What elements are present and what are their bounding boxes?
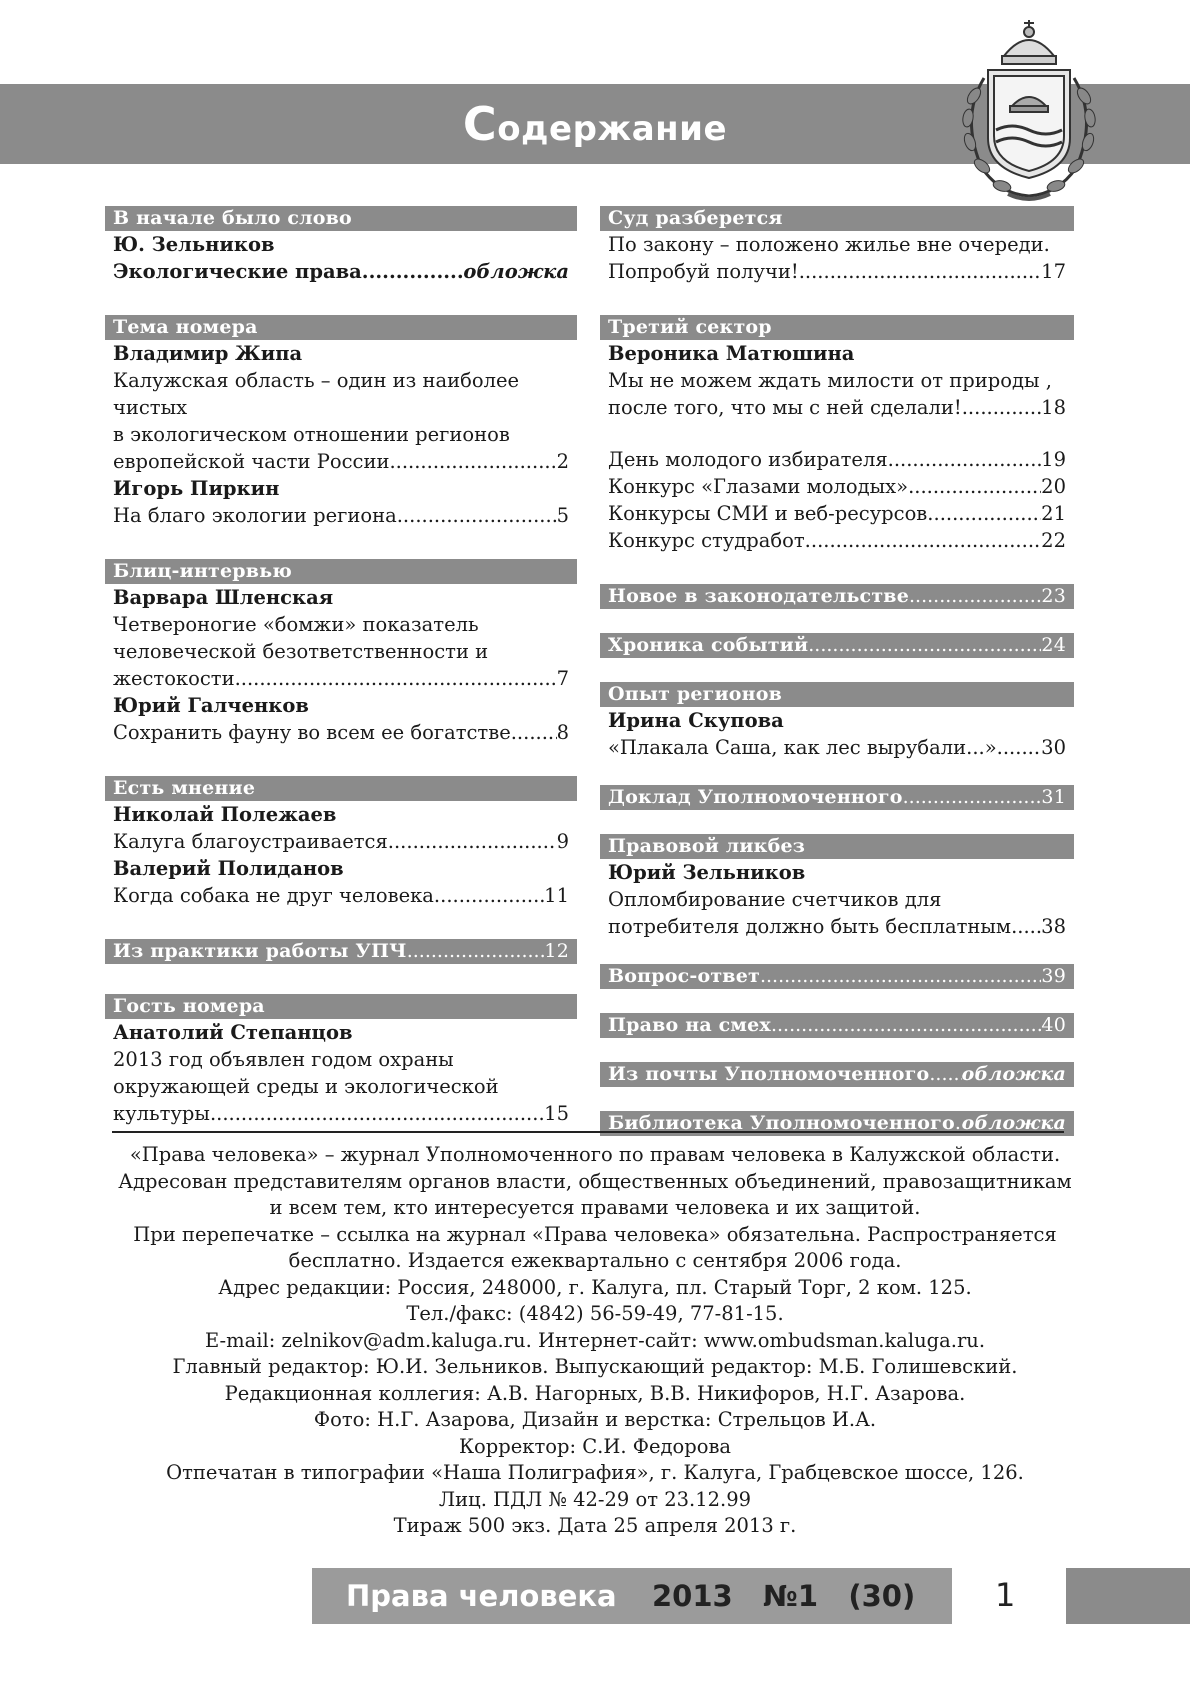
imprint-line: Корректор: С.И. Федорова bbox=[458, 1434, 732, 1458]
issue-number: 2013 №1 (30) bbox=[652, 1579, 916, 1613]
toc-entry[interactable]: жестокости ..... 7 bbox=[113, 665, 569, 692]
imprint-line: При перепечатке – ссылка на журнал «Права человека» обязательна. Распространяется bbox=[133, 1222, 1057, 1246]
section-heading: Третий сектор bbox=[600, 315, 1074, 340]
toc-section bbox=[600, 682, 1074, 761]
toc-section bbox=[105, 776, 577, 909]
page-ref: 22 bbox=[1041, 529, 1066, 552]
page-ref: 40 bbox=[1041, 1014, 1066, 1036]
toc-section bbox=[105, 939, 577, 964]
imprint-line: бесплатно. Издается ежеквартально с сентября 2006 года. bbox=[288, 1249, 902, 1272]
toc-section bbox=[105, 559, 577, 746]
author-name: Валерий Полиданов bbox=[113, 857, 344, 880]
page-ref: 17 bbox=[1041, 260, 1066, 283]
imprint-line: Адресован представителям органов власти, общественных объединений, правозащитникам bbox=[118, 1169, 1072, 1193]
toc-entry[interactable]: Сохранить фауну во всем ее богатстве ..... 8 bbox=[113, 719, 569, 746]
author-name: Юрий Зельников bbox=[608, 861, 806, 884]
page-title-initial: С bbox=[462, 97, 498, 151]
author-name: Владимир Жипа bbox=[113, 342, 303, 365]
imprint-line: «Права человека» – журнал Уполномоченного по правам человека в Калужской области. bbox=[129, 1143, 1061, 1166]
toc-section bbox=[105, 994, 577, 1127]
section-heading-entry[interactable]: Новое в законодательстве ..... 23 bbox=[600, 584, 1074, 609]
toc-section bbox=[600, 964, 1074, 989]
author-name: Ю. Зельников bbox=[113, 233, 275, 256]
author-name: Игорь Пиркин bbox=[113, 477, 280, 500]
toc-left-column bbox=[105, 206, 577, 1157]
section-heading-entry[interactable]: Хроника событий ..... 24 bbox=[600, 633, 1074, 658]
toc-section bbox=[600, 315, 1074, 554]
section-heading: Тема номера bbox=[105, 315, 577, 340]
section-heading: Суд разберется bbox=[600, 206, 1074, 231]
toc-entry[interactable]: Конкурсы СМИ и веб-ресурсов ..... 21 bbox=[608, 500, 1066, 527]
magazine-name: Права человека bbox=[346, 1579, 617, 1613]
toc-entry[interactable]: Экологические права ..... обложка bbox=[113, 258, 569, 285]
imprint-line: и всем тем, кто интересуется правами человека и их защитой. bbox=[269, 1196, 921, 1219]
page-ref: 5 bbox=[556, 504, 569, 527]
page-ref: обложка bbox=[463, 260, 569, 283]
imprint-line[interactable]: E-mail: zelnikov@adm.kaluga.ru. Интернет-сайт: www.ombudsman.kaluga.ru. bbox=[204, 1328, 986, 1352]
imprint bbox=[100, 1142, 1090, 1540]
page-ref: 30 bbox=[1041, 736, 1066, 759]
toc-entry[interactable]: после того, что мы с ней сделали! ..... 18 bbox=[608, 394, 1066, 421]
toc-entry[interactable]: Конкурс «Глазами молодых» ..... 20 bbox=[608, 473, 1066, 500]
section-heading: В начале было слово bbox=[105, 206, 577, 231]
entry-line: окружающей среды и экологической bbox=[113, 1075, 499, 1098]
entry-line: Четвероногие «бомжи» показатель bbox=[113, 613, 479, 636]
toc-entry[interactable]: европейской части России ..... 2 bbox=[113, 448, 569, 475]
page-ref: 21 bbox=[1041, 502, 1066, 525]
page-number: 1 bbox=[995, 1576, 1016, 1614]
entry-line: Опломбирование счетчиков для bbox=[608, 888, 942, 911]
page-ref: 24 bbox=[1041, 634, 1066, 656]
author-name: Вероника Матюшина bbox=[608, 342, 855, 365]
page-title-rest: одержание bbox=[497, 109, 728, 149]
toc-entry[interactable]: потребителя должно быть бесплатным ..... 38 bbox=[608, 913, 1066, 940]
author-name: Анатолий Степанцов bbox=[113, 1021, 353, 1044]
author-name: Варвара Шленская bbox=[113, 586, 334, 609]
section-heading: Есть мнение bbox=[105, 776, 577, 801]
imprint-line: Тираж 500 экз. Дата 25 апреля 2013 г. bbox=[393, 1514, 797, 1537]
imprint-line: Фото: Н.Г. Азарова, Дизайн и верстка: Стрельцов И.А. bbox=[313, 1408, 877, 1431]
toc-section bbox=[600, 633, 1074, 658]
toc-entry[interactable]: культуры ..... 15 bbox=[113, 1100, 569, 1127]
author-name: Юрий Галченков bbox=[113, 694, 309, 717]
toc-entry[interactable]: День молодого избирателя ..... 19 bbox=[608, 446, 1066, 473]
toc-entry[interactable]: Когда собака не друг человека ..... 11 bbox=[113, 882, 569, 909]
entry-line: По закону – положено жилье вне очереди. bbox=[608, 233, 1050, 256]
section-heading: Гость номера bbox=[105, 994, 577, 1019]
section-heading: Блиц-интервью bbox=[105, 559, 577, 584]
corner-tab bbox=[1066, 1568, 1190, 1624]
page-ref: 11 bbox=[544, 884, 569, 907]
toc-section bbox=[600, 785, 1074, 810]
page-ref: 39 bbox=[1041, 965, 1066, 987]
toc-entry[interactable]: «Плакала Саша, как лес вырубали...» ..... 30 bbox=[608, 734, 1066, 761]
entry-line: в экологическом отношении регионов bbox=[113, 423, 510, 446]
toc-right-column bbox=[600, 206, 1074, 1136]
toc-section bbox=[600, 834, 1074, 940]
toc-entry[interactable]: Попробуй получи! ..... 17 bbox=[608, 258, 1066, 285]
toc-entry[interactable]: Конкурс студработ ..... 22 bbox=[608, 527, 1066, 554]
page-ref: 12 bbox=[544, 940, 569, 962]
page-ref: 18 bbox=[1041, 396, 1066, 419]
imprint-line: Отпечатан в типографии «Наша Полиграфия», г. Калуга, Грабцевское шоссе, 126. bbox=[166, 1461, 1024, 1484]
section-heading: Правовой ликбез bbox=[600, 834, 1074, 859]
entry-line: 2013 год объявлен годом охраны bbox=[113, 1048, 454, 1071]
toc-section bbox=[600, 1013, 1074, 1038]
entry-line: человеческой безответственности и bbox=[113, 640, 489, 663]
coat-of-arms-icon bbox=[948, 18, 1110, 204]
page-ref: 19 bbox=[1041, 448, 1066, 471]
page-ref: обложка bbox=[961, 1063, 1066, 1085]
divider bbox=[112, 1131, 1064, 1133]
imprint-line: Адрес редакции: Россия, 248000, г. Калуга, пл. Старый Торг, 2 ком. 125. bbox=[218, 1275, 972, 1299]
entry-line: Калужская область – один из наиболее чистых bbox=[113, 369, 520, 419]
toc-entry[interactable]: Калуга благоустраивается ..... 9 bbox=[113, 828, 569, 855]
page-ref: 7 bbox=[556, 667, 569, 690]
imprint-line: Лиц. ПДЛ № 42-29 от 23.12.99 bbox=[438, 1487, 752, 1511]
author-name: Ирина Скупова bbox=[608, 709, 784, 732]
section-heading-entry[interactable]: Вопрос-ответ ..... 39 bbox=[600, 964, 1074, 989]
toc-section bbox=[600, 1062, 1074, 1087]
section-heading-entry[interactable]: Из практики работы УПЧ ..... 12 bbox=[105, 939, 577, 964]
section-heading-entry[interactable]: Библиотека Уполномоченного ..... обложка bbox=[600, 1111, 1074, 1136]
page-ref: 2 bbox=[556, 450, 569, 473]
author-name: Николай Полежаев bbox=[113, 803, 337, 826]
footer-bar bbox=[312, 1568, 952, 1624]
section-heading-entry[interactable]: Доклад Уполномоченного ..... 31 bbox=[600, 785, 1074, 810]
toc-section bbox=[105, 206, 577, 285]
section-heading: Опыт регионов bbox=[600, 682, 1074, 707]
page-ref: 23 bbox=[1041, 585, 1066, 607]
section-heading-entry[interactable]: Из почты Уполномоченного ..... обложка bbox=[600, 1062, 1074, 1087]
page-ref: 15 bbox=[544, 1102, 569, 1125]
section-heading-entry[interactable]: Право на смех ..... 40 bbox=[600, 1013, 1074, 1038]
imprint-line: Редакционная коллегия: А.В. Нагорных, В.В. Никифоров, Н.Г. Азарова. bbox=[224, 1381, 966, 1405]
page-ref: 38 bbox=[1041, 915, 1066, 938]
toc-section bbox=[600, 584, 1074, 609]
page-ref: 8 bbox=[556, 721, 569, 744]
page-ref: 20 bbox=[1041, 475, 1066, 498]
imprint-line: Тел./факс: (4842) 56-59-49, 77-81-15. bbox=[406, 1302, 784, 1325]
toc-entry[interactable]: На благо экологии региона ..... 5 bbox=[113, 502, 569, 529]
page-ref: 9 bbox=[556, 830, 569, 853]
entry-line: Мы не можем ждать милости от природы , bbox=[608, 369, 1052, 392]
toc-section bbox=[105, 315, 577, 529]
page-ref: обложка bbox=[961, 1112, 1066, 1134]
toc-section bbox=[600, 206, 1074, 285]
imprint-line: Главный редактор: Ю.И. Зельников. Выпускающий редактор: М.Б. Голишевский. bbox=[172, 1355, 1018, 1378]
page-ref: 31 bbox=[1041, 786, 1066, 808]
